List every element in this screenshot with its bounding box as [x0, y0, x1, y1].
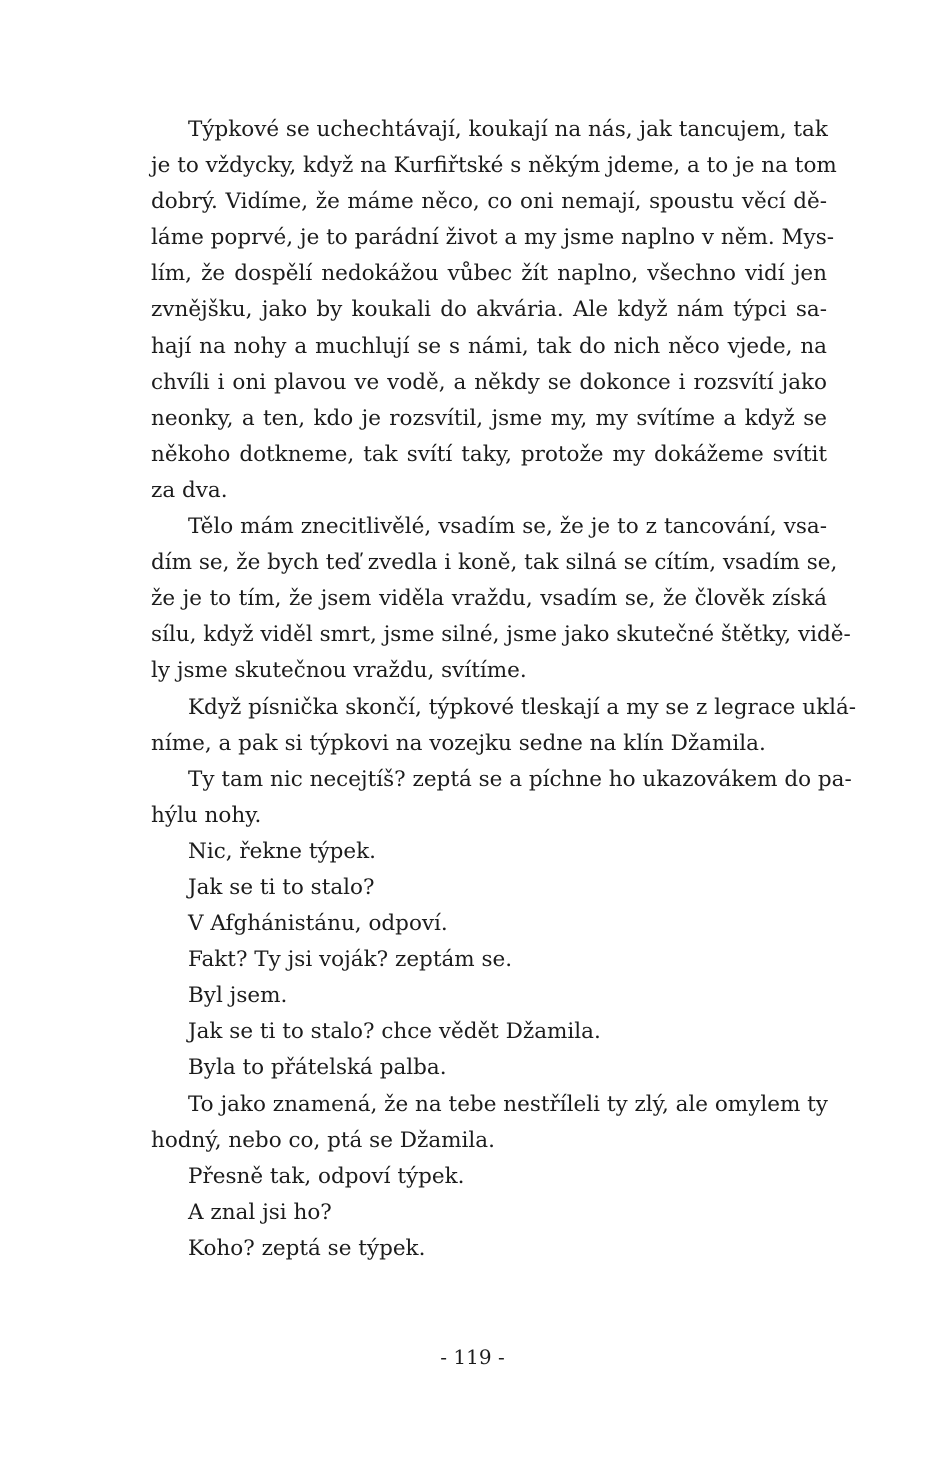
text-line: hají na nohy a muchlují se s námi, tak do nich něco vjede, na: [151, 333, 827, 359]
body-text: [151, 112, 857, 1267]
text-line: Byla to přátelská palba.: [188, 1055, 447, 1081]
text-line: Jak se ti to stalo? chce vědět Džamila.: [188, 1019, 601, 1045]
text-line: Přesně tak, odpoví týpek.: [188, 1163, 465, 1189]
text-line: láme poprvé, je to parádní život a my jsme naplno v něm. Mys-: [151, 225, 834, 251]
text-line: Když písnička skončí, týpkové tleskají a my se z legrace uklá-: [188, 694, 857, 720]
text-line: Byl jsem.: [188, 983, 288, 1009]
text-line: ly jsme skutečnou vraždu, svítíme.: [151, 658, 527, 684]
text-line: že je to tím, že jsem viděla vraždu, vsadím se, že člověk získá: [151, 586, 827, 612]
page-number: - 119 -: [440, 1345, 505, 1369]
text-line: dobrý. Vidíme, že máme něco, co oni nemají, spoustu věcí dě-: [151, 189, 827, 215]
text-line: za dva.: [151, 477, 228, 503]
text-line: Koho? zeptá se týpek.: [188, 1235, 426, 1261]
text-line: někoho dotkneme, tak svítí taky, protože my dokážeme svítit: [151, 441, 827, 467]
text-line: chvíli i oni plavou ve vodě, a někdy se dokonce i rozsvítí jako: [151, 369, 827, 395]
text-line: A znal jsi ho?: [188, 1199, 332, 1225]
text-line: Jak se ti to stalo?: [188, 874, 375, 900]
text-line: sílu, když viděl smrt, jsme silné, jsme jako skutečné štětky, vidě-: [151, 622, 851, 648]
text-line: níme, a pak si týpkovi na vozejku sedne na klín Džamila.: [151, 730, 766, 756]
text-line: Týpkové se uchechtávají, koukají na nás, jak tancujem, tak: [188, 117, 828, 142]
text-line: Fakt? Ty jsi voják? zeptám se.: [188, 947, 513, 973]
text-line: Nic, řekne týpek.: [188, 838, 376, 864]
text-line: neonky, a ten, kdo je rozsvítil, jsme my, my svítíme a když se: [151, 405, 827, 431]
text-line: zvnějšku, jako by koukali do akvária. Ale když nám týpci sa-: [151, 297, 827, 323]
text-line: Tělo mám znecitlivělé, vsadím se, že je to z tancování, vsa-: [188, 514, 827, 540]
text-line: hodný, nebo co, ptá se Džamila.: [151, 1127, 495, 1153]
text-line: lím, že dospělí nedokážou vůbec žít naplno, všechno vidí jen: [151, 261, 827, 287]
text-line: V Afghánistánu, odpoví.: [188, 911, 448, 937]
text-line: dím se, že bych teď zvedla i koně, tak silná se cítím, vsadím se,: [151, 550, 838, 576]
text-line: Ty tam nic necejtíš? zeptá se a píchne ho ukazovákem do pa-: [188, 766, 852, 792]
text-line: To jako znamená, že na tebe nestříleli ty zlý, ale omylem ty: [188, 1091, 828, 1117]
text-line: je to vždycky, když na Kurfiřtské s někým jdeme, a to je na tom: [151, 153, 837, 179]
text-line: hýlu nohy.: [151, 802, 262, 828]
